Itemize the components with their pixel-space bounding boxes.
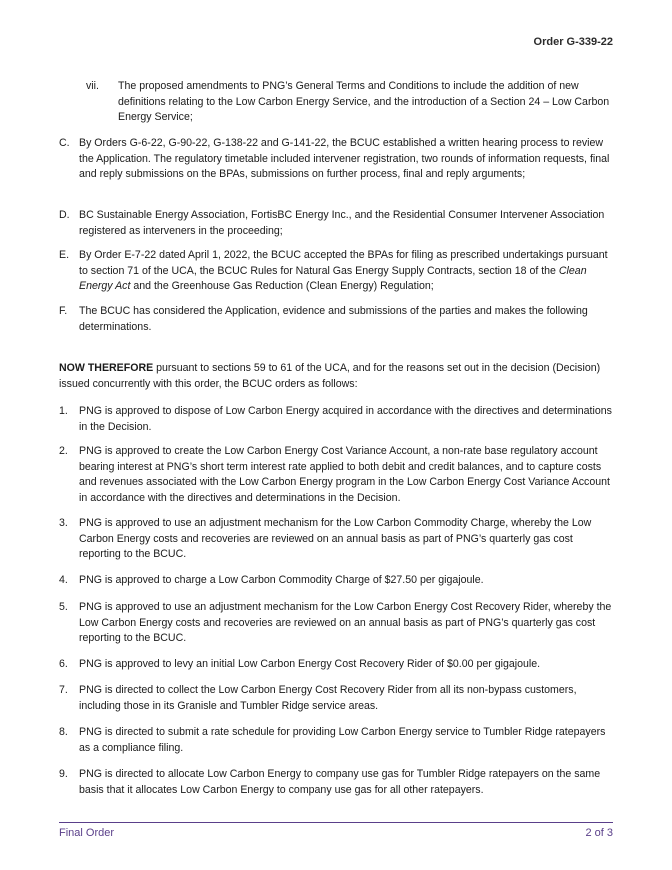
recital-text: By Orders G-6-22, G-90-22, G-138-22 and G-141-22, the BCUC established a written hearing process to review the Application. The regulatory timetable included intervener registration, two rounds of information requests, final and reply submissions on the BPAs, submissions on further process, final and reply arguments; xyxy=(79,137,610,181)
order-item-4 xyxy=(59,573,613,589)
order-text: PNG is approved to use an adjustment mechanism for the Low Carbon Commodity Charge, whereby the Low Carbon Energy costs and recoveries are reviewed on an annual basis as part of PNG’s quarterly gas cost reporting to the BCUC. xyxy=(79,517,592,561)
recital-text: The BCUC has considered the Application, evidence and submissions of the parties and makes the following determinations. xyxy=(79,305,588,333)
now-therefore-heading: NOW THEREFORE xyxy=(59,362,154,374)
order-item-8 xyxy=(59,725,613,756)
recital-f xyxy=(59,304,613,335)
order-text: PNG is directed to collect the Low Carbon Energy Cost Recovery Rider from all its non-bypass customers, including those in its Granisle and Tumbler Ridge service areas. xyxy=(79,684,577,712)
order-number-label: 3. xyxy=(59,517,68,529)
order-number-label: 2. xyxy=(59,445,68,457)
order-number-label: 8. xyxy=(59,726,68,738)
order-item-6 xyxy=(59,657,613,673)
now-therefore-paragraph xyxy=(59,361,613,392)
order-item-5 xyxy=(59,600,613,647)
order-item-9 xyxy=(59,767,613,798)
order-text: PNG is approved to charge a Low Carbon Commodity Charge of $27.50 per gigajoule. xyxy=(79,574,484,586)
recital-letter: E. xyxy=(59,249,70,261)
order-number-label: 1. xyxy=(59,405,68,417)
order-number-label: 9. xyxy=(59,768,68,780)
order-number-label: 5. xyxy=(59,601,68,613)
recital-e xyxy=(59,248,613,295)
order-item-2 xyxy=(59,444,613,506)
footer-page-number: 2 of 3 xyxy=(585,827,613,839)
order-text: PNG is approved to dispose of Low Carbon Energy acquired in accordance with the directives and determinations in the Decision. xyxy=(79,405,612,433)
order-text: PNG is approved to create the Low Carbon Energy Cost Variance Account, a non-rate base regulatory account bearing interest at PNG’s short term interest rate applied to both debit and credit balances, and to capture costs and revenues associated with the Low Carbon Energy program in the Low Carbon Energy Cost Variance Account in accordance with the directives and determinations in the Decision. xyxy=(79,445,610,504)
recital-text: By Order E-7-22 dated April 1, 2022, the BCUC accepted the BPAs for filing as prescribed undertakings pursuant to section 71 of the UCA, the BCUC Rules for Natural Gas Energy Supply Contracts, section 18 of the Clean Energy Act and the Greenhouse Gas Reduction (Clean Energy) Regulation; xyxy=(79,249,608,293)
order-text: PNG is directed to submit a rate schedule for providing Low Carbon Energy service to Tumbler Ridge ratepayers as a compliance filing. xyxy=(79,726,606,754)
order-item-1 xyxy=(59,404,613,435)
order-item-3 xyxy=(59,516,613,563)
order-text: PNG is directed to allocate Low Carbon Energy to company use gas for Tumbler Ridge ratepayers on the same basis that it allocates Low Carbon Energy to company use gas for all other ratepayers. xyxy=(79,768,601,796)
order-number-label: 4. xyxy=(59,574,68,586)
recital-d xyxy=(59,208,613,239)
recital-c xyxy=(59,136,613,183)
recital-vii-marker: vii. xyxy=(86,80,99,92)
order-number-label: 6. xyxy=(59,658,68,670)
recital-letter: C. xyxy=(59,137,70,149)
order-text: PNG is approved to levy an initial Low Carbon Energy Cost Recovery Rider of $0.00 per gigajoule. xyxy=(79,658,541,670)
order-number-label: 7. xyxy=(59,684,68,696)
act-title: Clean Energy Act xyxy=(79,264,587,293)
order-number: Order G-339-22 xyxy=(533,36,613,48)
recital-text: BC Sustainable Energy Association, FortisBC Energy Inc., and the Residential Consumer Intervener Association registered as interveners in the proceeding; xyxy=(79,209,605,237)
order-item-7 xyxy=(59,683,613,714)
recital-vii-text: The proposed amendments to PNG’s General Terms and Conditions to include the addition of new definitions relating to the Low Carbon Energy Service, and the introduction of a Section 24 – Low Carbon Energy Service; xyxy=(118,80,610,124)
recital-letter: F. xyxy=(59,305,68,317)
footer-document-type: Final Order xyxy=(59,827,115,839)
recital-vii xyxy=(59,79,613,126)
recital-letter: D. xyxy=(59,209,70,221)
order-text: PNG is approved to use an adjustment mechanism for the Low Carbon Energy Cost Recovery Rider, whereby the Low Carbon Energy costs and recoveries are reviewed on an annual basis as part of PNG’s quarterly gas cost reporting to the BCUC. xyxy=(79,601,612,645)
footer-divider xyxy=(59,822,613,823)
now-therefore-text: pursuant to sections 59 to 61 of the UCA, and for the reasons set out in the decision (Decision) issued concurrently with this order, the BCUC orders as follows: xyxy=(59,362,601,390)
